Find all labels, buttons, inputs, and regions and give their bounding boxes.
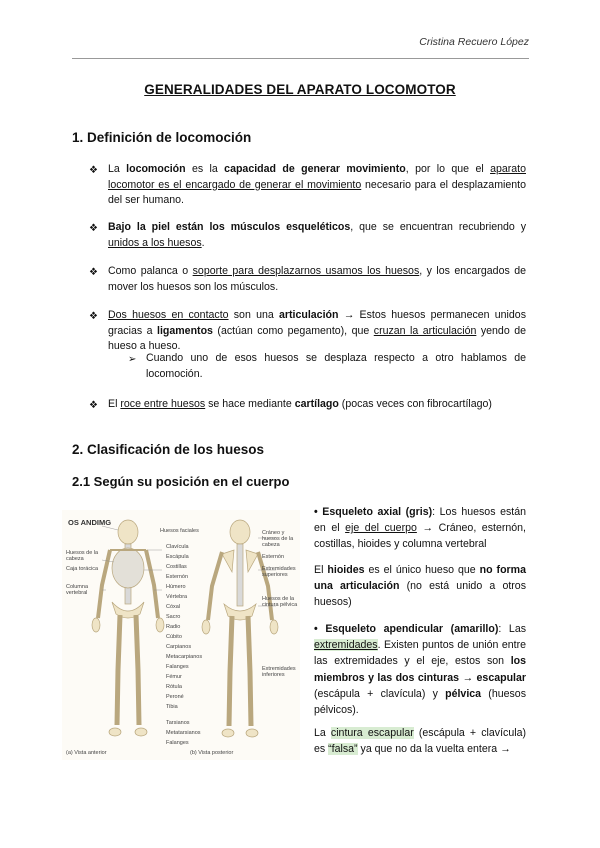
paragraph-esqueleto-apendicular: • Esqueleto apendicular (amarillo): Las extremidades. Existen puntos de unión entre las extremidades y el eje, estos son los miembros y las dos cinturas → escapular (escápula + clavícula) y pélvica (huesos pélvicos). (314, 623, 527, 717)
fig-label-sternum-side: Esternón (262, 554, 285, 560)
spine-posterior (237, 544, 243, 606)
section-2-heading: 2. Clasificación de los huesos (72, 442, 265, 457)
diamond-bullet-icon: ❖ (89, 267, 98, 278)
section-2-1-heading: 2.1 Según su posición en el cuerpo (72, 474, 290, 489)
fig-label-phalanges-foot: Falanges (166, 740, 189, 746)
fig-label-sternum: Esternón (166, 574, 189, 580)
paragraph-esqueleto-axial: • Esqueleto axial (gris): Los huesos están en el eje del cuerpo → Cráneo, esternón, costillas, hioides y columna vertebral (314, 506, 526, 551)
fig-label-skull: Huesos de la cabeza (66, 550, 99, 562)
fig-label-sacrum: Sacro (166, 614, 181, 620)
pelvis-posterior (224, 604, 256, 620)
fig-label-patella: Rótula (166, 684, 182, 690)
diamond-bullet-icon: ❖ (89, 400, 98, 411)
fig-label-lower-limbs: Extremidades inferiores (262, 666, 296, 678)
fig-label-tibia: Tibia (166, 704, 178, 710)
fig-label-humerus: Húmero (166, 584, 186, 590)
fig-label-carpals: Carpianos (166, 644, 192, 650)
bullet-locomocion: La locomoción es la capacidad de generar movimiento, por lo que el aparato locomotor es el encargado de generar el movimiento necesario para el desplazamiento del ser humano. (108, 163, 526, 206)
figure-caption-anterior: (a) Vista anterior (66, 750, 107, 756)
header-author: Cristina Recuero López (419, 36, 529, 48)
fig-label-femur: Fémur (166, 674, 182, 680)
fig-label-scapula: Escápula (166, 554, 189, 560)
diamond-bullet-icon: ❖ (89, 165, 98, 176)
skull-posterior (230, 520, 250, 544)
ribcage-anterior (112, 548, 144, 588)
section-1-heading: 1. Definición de locomoción (72, 130, 252, 145)
header-rule (72, 58, 529, 59)
fig-label-radius: Radio (166, 624, 181, 630)
fig-label-coxal: Cóxal (166, 604, 181, 610)
fig-label-spine: Columna vertebral (66, 584, 89, 596)
fig-label-phalanges-hand: Falanges (166, 664, 189, 670)
paragraph-cintura-escapular: La cintura escapular (escápula + clavícula) es “falsa” ya que no da la vuelta entera → (314, 727, 526, 756)
fig-label-clavicle: Clavícula (166, 544, 189, 550)
diamond-bullet-icon: ❖ (89, 223, 98, 234)
fig-label-ulna: Cúbito (166, 634, 182, 640)
bullet-musculos: Bajo la piel están los músculos esqueléticos, que se encuentran recubriendo y unidos a los huesos. (108, 221, 527, 249)
figure-label: OS ANDIMG (68, 518, 112, 527)
fig-label-metatarsals: Metatarsianos (166, 730, 201, 736)
fig-label-fibula: Peroné (166, 694, 184, 700)
bullet-articulacion: Dos huesos en contacto son una articulación → Estos huesos permanecen unidos gracias a ligamentos (actúan como pegamento), que cruzan la articulación yendo de hueso a hueso. (108, 309, 526, 352)
fig-label-tarsals: Tarsianos (166, 720, 190, 726)
bullet-cartilago: El roce entre huesos se hace mediante cartílago (pocas veces con fibrocartílago) (108, 398, 492, 410)
fig-label-upper-limbs: Extremidades superiores (262, 566, 296, 578)
fig-label-metacarpals: Metacarpianos (166, 654, 203, 660)
document-title: GENERALIDADES DEL APARATO LOCOMOTOR (144, 82, 456, 97)
paragraph-hioides: El hioides es el único hueso que no forma una articulación (no está unido a otros huesos) (314, 564, 526, 609)
skeleton-figure (62, 510, 300, 760)
sub-bullet-locomocion: Cuando uno de esos huesos se desplaza respecto a otro hablamos de locomoción. (146, 352, 526, 380)
fig-label-ribs: Costillas (166, 564, 187, 570)
bullet-palanca: Como palanca o soporte para desplazarnos usamos los huesos, y los encargados de mover los huesos son los músculos. (108, 265, 526, 293)
fig-label-cranium: Cráneo y huesos de la cabeza (262, 530, 294, 548)
pelvis-anterior (112, 602, 144, 618)
arrow-bullet-icon: ➢ (128, 354, 137, 365)
fig-label-pelvic-girdle: Huesos de la cintura pélvica (262, 596, 298, 608)
fig-label-thorax: Caja torácica (66, 566, 99, 572)
skull-anterior (118, 520, 138, 544)
figure-caption-posterior: (b) Vista posterior (190, 750, 234, 756)
fig-label-vertebra: Vértebra (166, 594, 188, 600)
fig-label-facial: Huesos faciales (160, 528, 199, 534)
diamond-bullet-icon: ❖ (89, 311, 98, 322)
